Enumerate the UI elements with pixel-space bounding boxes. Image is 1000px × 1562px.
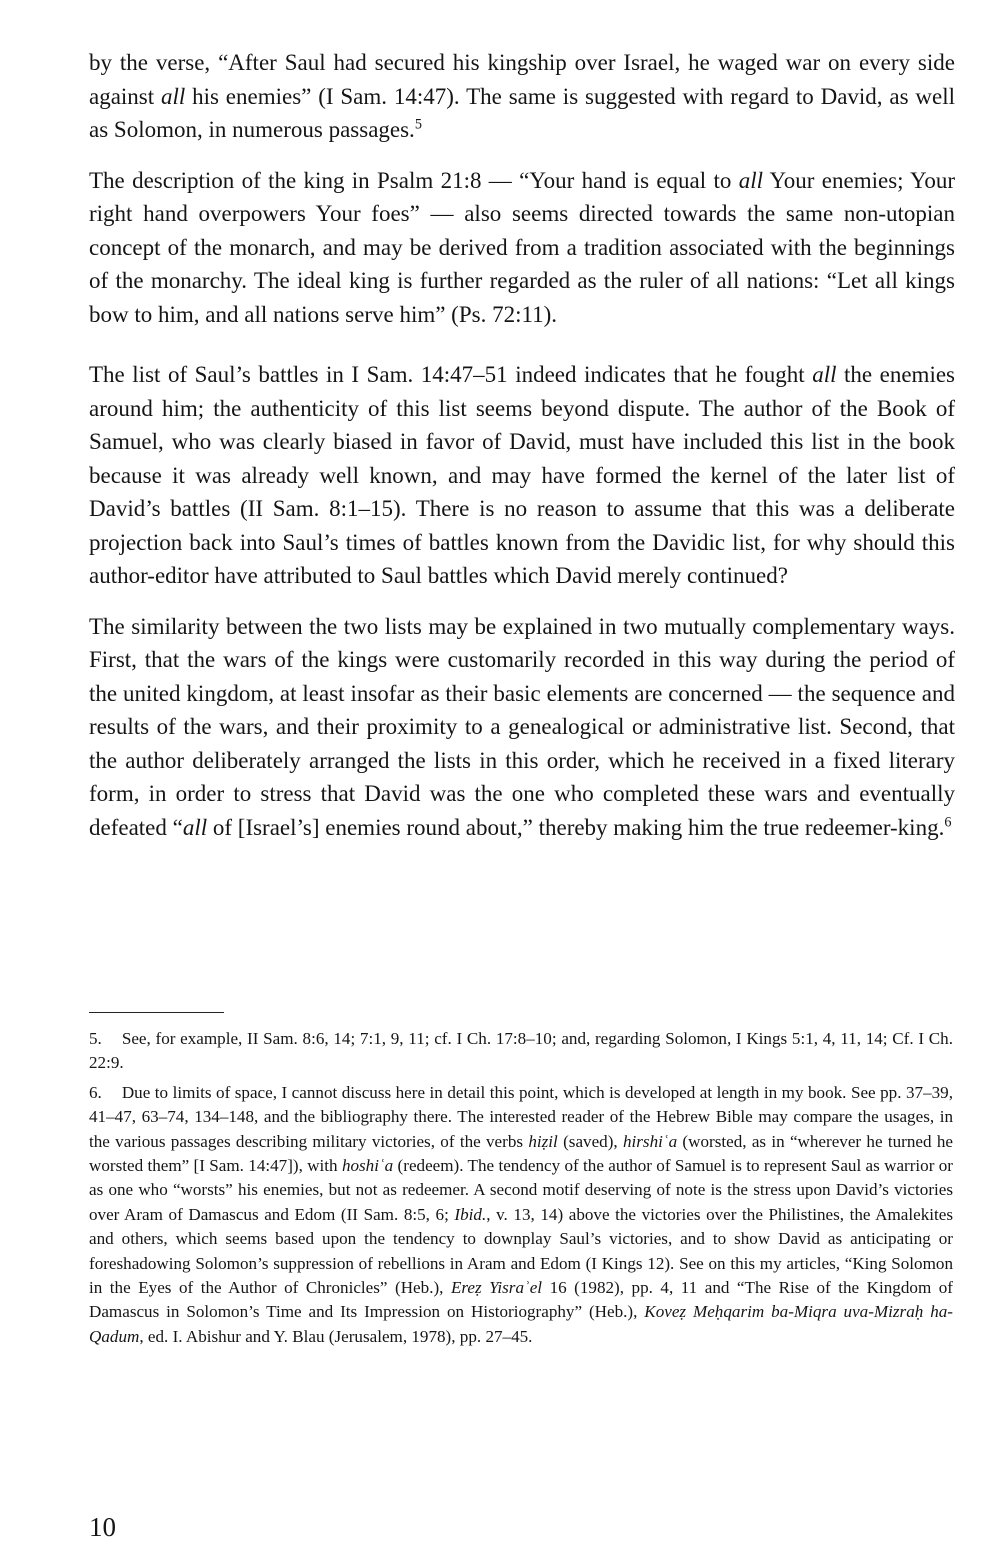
text-run: The description of the king in Psalm 21:8 — “Your hand is equal to xyxy=(89,167,739,193)
footnote-number: 6. xyxy=(89,1082,102,1102)
text-run: The similarity between the two lists may be explained in two mutually complementary ways. First, that the wars of the kings were customarily recorded in this way during the period of the united kingdom, at least insofar as their basic elements are concerned — the sequence and results of the wars, and their proximity to a genealogical or administrative list. Second, that the author deliberately arranged the lists in this order, which he received in a fixed literary form, in order to stress that David was the one who completed these wars and eventually defeated “ xyxy=(89,613,955,840)
text-run: See, for example, II Sam. 8:6, 14; 7:1, 9, 11; cf. I Ch. 17:8–10; and, regarding Solomon, I Kings 5:1, 4, 11, 14; Cf. I Ch. 22:9. xyxy=(89,1029,953,1073)
page-number: 10 xyxy=(89,1512,116,1542)
footnote-6 xyxy=(89,1081,953,1349)
paragraph-2 xyxy=(89,164,955,332)
text-run: , ed. I. Abishur and Y. Blau (Jerusalem, 1978), pp. 27–45. xyxy=(139,1326,533,1346)
paragraph-1 xyxy=(89,46,955,147)
text-run: by the verse, “After Saul had secured his kingship over Israel, he waged war on every side against xyxy=(89,50,955,109)
italic-run: hoshiʿa xyxy=(341,1156,394,1176)
italic-run: hiẓil xyxy=(528,1131,558,1151)
footnote-text xyxy=(89,1029,953,1072)
footnote-5 xyxy=(89,1027,953,1076)
footnote-text xyxy=(89,1083,953,1346)
italic-run: Koveẓ Meḥqarim ba-Miqra uva-Mizraḥ ha-Qadum xyxy=(89,1302,953,1346)
italic-run: all xyxy=(161,83,186,109)
footnotes xyxy=(89,1027,953,1354)
footnote-rule xyxy=(89,1012,224,1013)
footnote-ref: 6 xyxy=(944,813,952,830)
paragraph-4 xyxy=(89,610,955,845)
italic-run: all xyxy=(182,814,208,840)
italic-run: all xyxy=(738,167,764,193)
text-run: (redeem). The tendency of the author of Samuel is to represent Saul as warrior or as one who “worsts” his enemies, but not as redeemer. A second motif deserving of note is the stress upon David’s victories over Aram of Damascus and Edom (II Sam. 8:5, 6; xyxy=(89,1156,953,1224)
italic-run: all xyxy=(812,362,837,387)
text-run: Your enemies; Your right hand overpowers Your foes” — also seems directed towards the same non-utopian concept of the monarch, and may be derived from a tradition associated with the beginnings of the monarchy. The ideal king is further regarded as the ruler of all nations: “Let all kings bow to him, and all nations serve him” (Ps. 72:11). xyxy=(89,167,955,327)
text-run: Due to limits of space, I cannot discuss here in detail this point, which is developed at length in my book. See pp. 37–39, 41–47, 63–74, 134–148, and the bibliography there. The interested reader of the Hebrew Bible may compare the usages, in the various passages describing military victories, of the verbs xyxy=(89,1082,953,1151)
text-run: his enemies” (I Sam. 14:47). The same is suggested with regard to David, as well as Solomon, in numerous passages. xyxy=(89,83,955,142)
text-run: (worsted, as in “wherever he turned he worsted them” [I Sam. 14:47]), with xyxy=(89,1131,953,1176)
main-text xyxy=(89,46,955,861)
paragraph-3 xyxy=(89,358,955,593)
text-run: (saved), xyxy=(557,1131,623,1151)
text-run: , v. 13, 14) above the victories over the Philistines, the Amalekites and others, which seems based upon the tendency to downplay Saul’s victories, and to show David as anticipating or foreshadowing Solomon’s suppression of rebellions in Aram and Edom (I Kings 12). See on this my articles, “King Solomon in the Eyes of the Author of Chronicles” (Heb.), xyxy=(89,1204,953,1298)
footnote-ref: 5 xyxy=(414,116,422,133)
text-run: The list of Saul’s battles in I Sam. 14:47–51 indeed indicates that he fought xyxy=(89,362,813,387)
italic-run: hirshiʿa xyxy=(622,1131,678,1151)
text-run: 16 (1982), pp. 4, 11 and “The Rise of the Kingdom of Damascus in Solomon’s Time and Its Impression on Historiography” (Heb.), xyxy=(89,1278,953,1322)
italic-run: Ibid. xyxy=(454,1204,487,1224)
footnote-number: 5. xyxy=(89,1029,102,1048)
text-run: of [Israel’s] enemies round about,” thereby making him the true redeemer-king. xyxy=(207,814,945,840)
text-run: the enemies around him; the authenticity of this list seems beyond dispute. The author of the Book of Samuel, who was clearly biased in favor of David, must have included this list in the book because it was already well known, and may have formed the kernel of the later list of David’s battles (II Sam. 8:1–15). There is no reason to assume that this was a deliberate projection back into Saul’s times of battles known from the Davidic list, for why should this author-editor have attributed to Saul battles which David merely continued? xyxy=(89,362,955,588)
italic-run: Ereẓ Yisraʾel xyxy=(450,1278,543,1298)
